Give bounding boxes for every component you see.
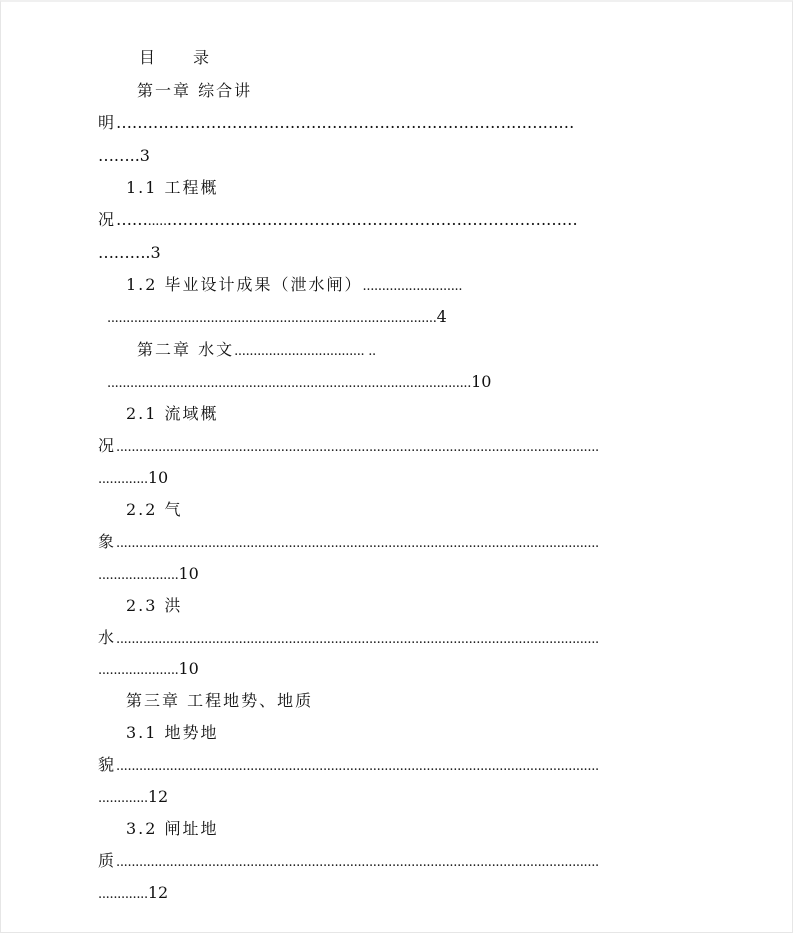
toc-heading-section-3-2: 3.2 闸址地 [126,819,219,838]
toc-lead-char: 质 [98,851,117,870]
toc-leader-dots: .............................................................................................................................. [116,632,599,647]
toc-title [139,48,211,68]
toc-entry-section-2-2-page-line [98,564,199,586]
toc-leader-dots: .............................................................................................................................. [116,855,599,870]
toc-entry-section-1-1-page-line [98,243,161,263]
toc-leader-dots: ..................... [98,568,179,583]
toc-leader-dots: ...................................................................................... [107,311,437,326]
toc-entry-section-1-2-line [126,275,462,297]
toc-page-number: ..3 [129,146,150,165]
toc-leader-dots: …… [98,146,130,165]
toc-leader-dots: ..... [147,214,167,229]
toc-heading-chapter-1: 第一章 综合讲 [137,81,253,100]
toc-heading-section-2-1: 2.1 流域概 [126,404,219,423]
toc-page-number: 4 [436,307,447,326]
toc-entry-section-3-2-line [98,851,599,873]
toc-leader-dots: …… [116,210,148,229]
toc-entry-section-3-2-page-line [98,883,168,905]
toc-entry-section-1-2-page-line [107,307,447,329]
toc-leader-dots: .............................................................................................................................. [116,536,599,551]
toc-page-number: 10 [178,564,199,583]
toc-page-number: 12 [147,883,169,902]
toc-entry-section-3-1-line [98,755,599,777]
toc-leader-dots: …………………………………………………………………… [166,210,578,229]
toc-heading-section-3-1: 3.1 地势地 [126,723,219,742]
toc-entry-chapter-1-page-line [98,146,150,166]
toc-lead-char: 况 [98,210,117,229]
toc-entry-section-3-1-page-line [98,787,168,809]
toc-leader-dots: ............. [98,791,148,806]
toc-entry-chapter-2-line [137,340,376,362]
toc-page-number: 12 [147,787,169,806]
toc-leader-dots: ……… [98,243,146,262]
toc-page-number: .3 [145,243,161,262]
toc-leader-dots: .................................. .. [234,344,376,359]
toc-entry-section-2-1-page-line [98,468,168,490]
toc-entry-section-2-1-line [98,436,599,458]
toc-lead-char: 象 [98,532,117,551]
toc-lead-char: 况 [98,436,117,455]
toc-heading-section-2-3: 2.3 洪 [126,596,183,615]
toc-heading-section-1-2: 1.2 毕业设计成果（泄水闸） [126,275,363,294]
toc-leader-dots: …………………………………………………………………………… [116,113,575,132]
toc-leader-dots: ............................................................................................... [107,376,472,391]
toc-leader-dots: ..................... [98,663,179,678]
toc-heading-section-2-2: 2.2 气 [126,500,183,519]
toc-entry-section-2-3-line [98,628,599,650]
toc-leader-dots: .............................................................................................................................. [116,759,599,774]
toc-entry-chapter-1-line [98,113,574,133]
toc-lead-char: 水 [98,628,117,647]
toc-page-number: 10 [178,659,199,678]
toc-entry-section-2-3-page-line [98,659,199,681]
toc-lead-char: 貌 [98,755,117,774]
toc-heading-chapter-3: 第三章 工程地势、地质 [126,691,314,710]
toc-lead-char: 明 [98,113,117,132]
toc-leader-dots: ............. [98,887,148,902]
toc-page-number: 10 [471,372,492,391]
toc-entry-chapter-2-page-line [107,372,491,394]
toc-leader-dots: .......................... [362,279,463,294]
toc-leader-dots: ............. [98,472,148,487]
toc-entry-section-1-1-line [98,210,578,232]
toc-title-char-2: 录 [193,48,212,67]
toc-leader-dots: .............................................................................................................................. [116,440,599,455]
toc-entry-section-2-2-line [98,532,599,554]
toc-page-number: 10 [147,468,169,487]
toc-heading-section-1-1: 1.1 工程概 [126,178,219,197]
toc-title-char-1: 目 [139,48,158,67]
toc-heading-chapter-2: 第二章 水文 [137,340,235,359]
